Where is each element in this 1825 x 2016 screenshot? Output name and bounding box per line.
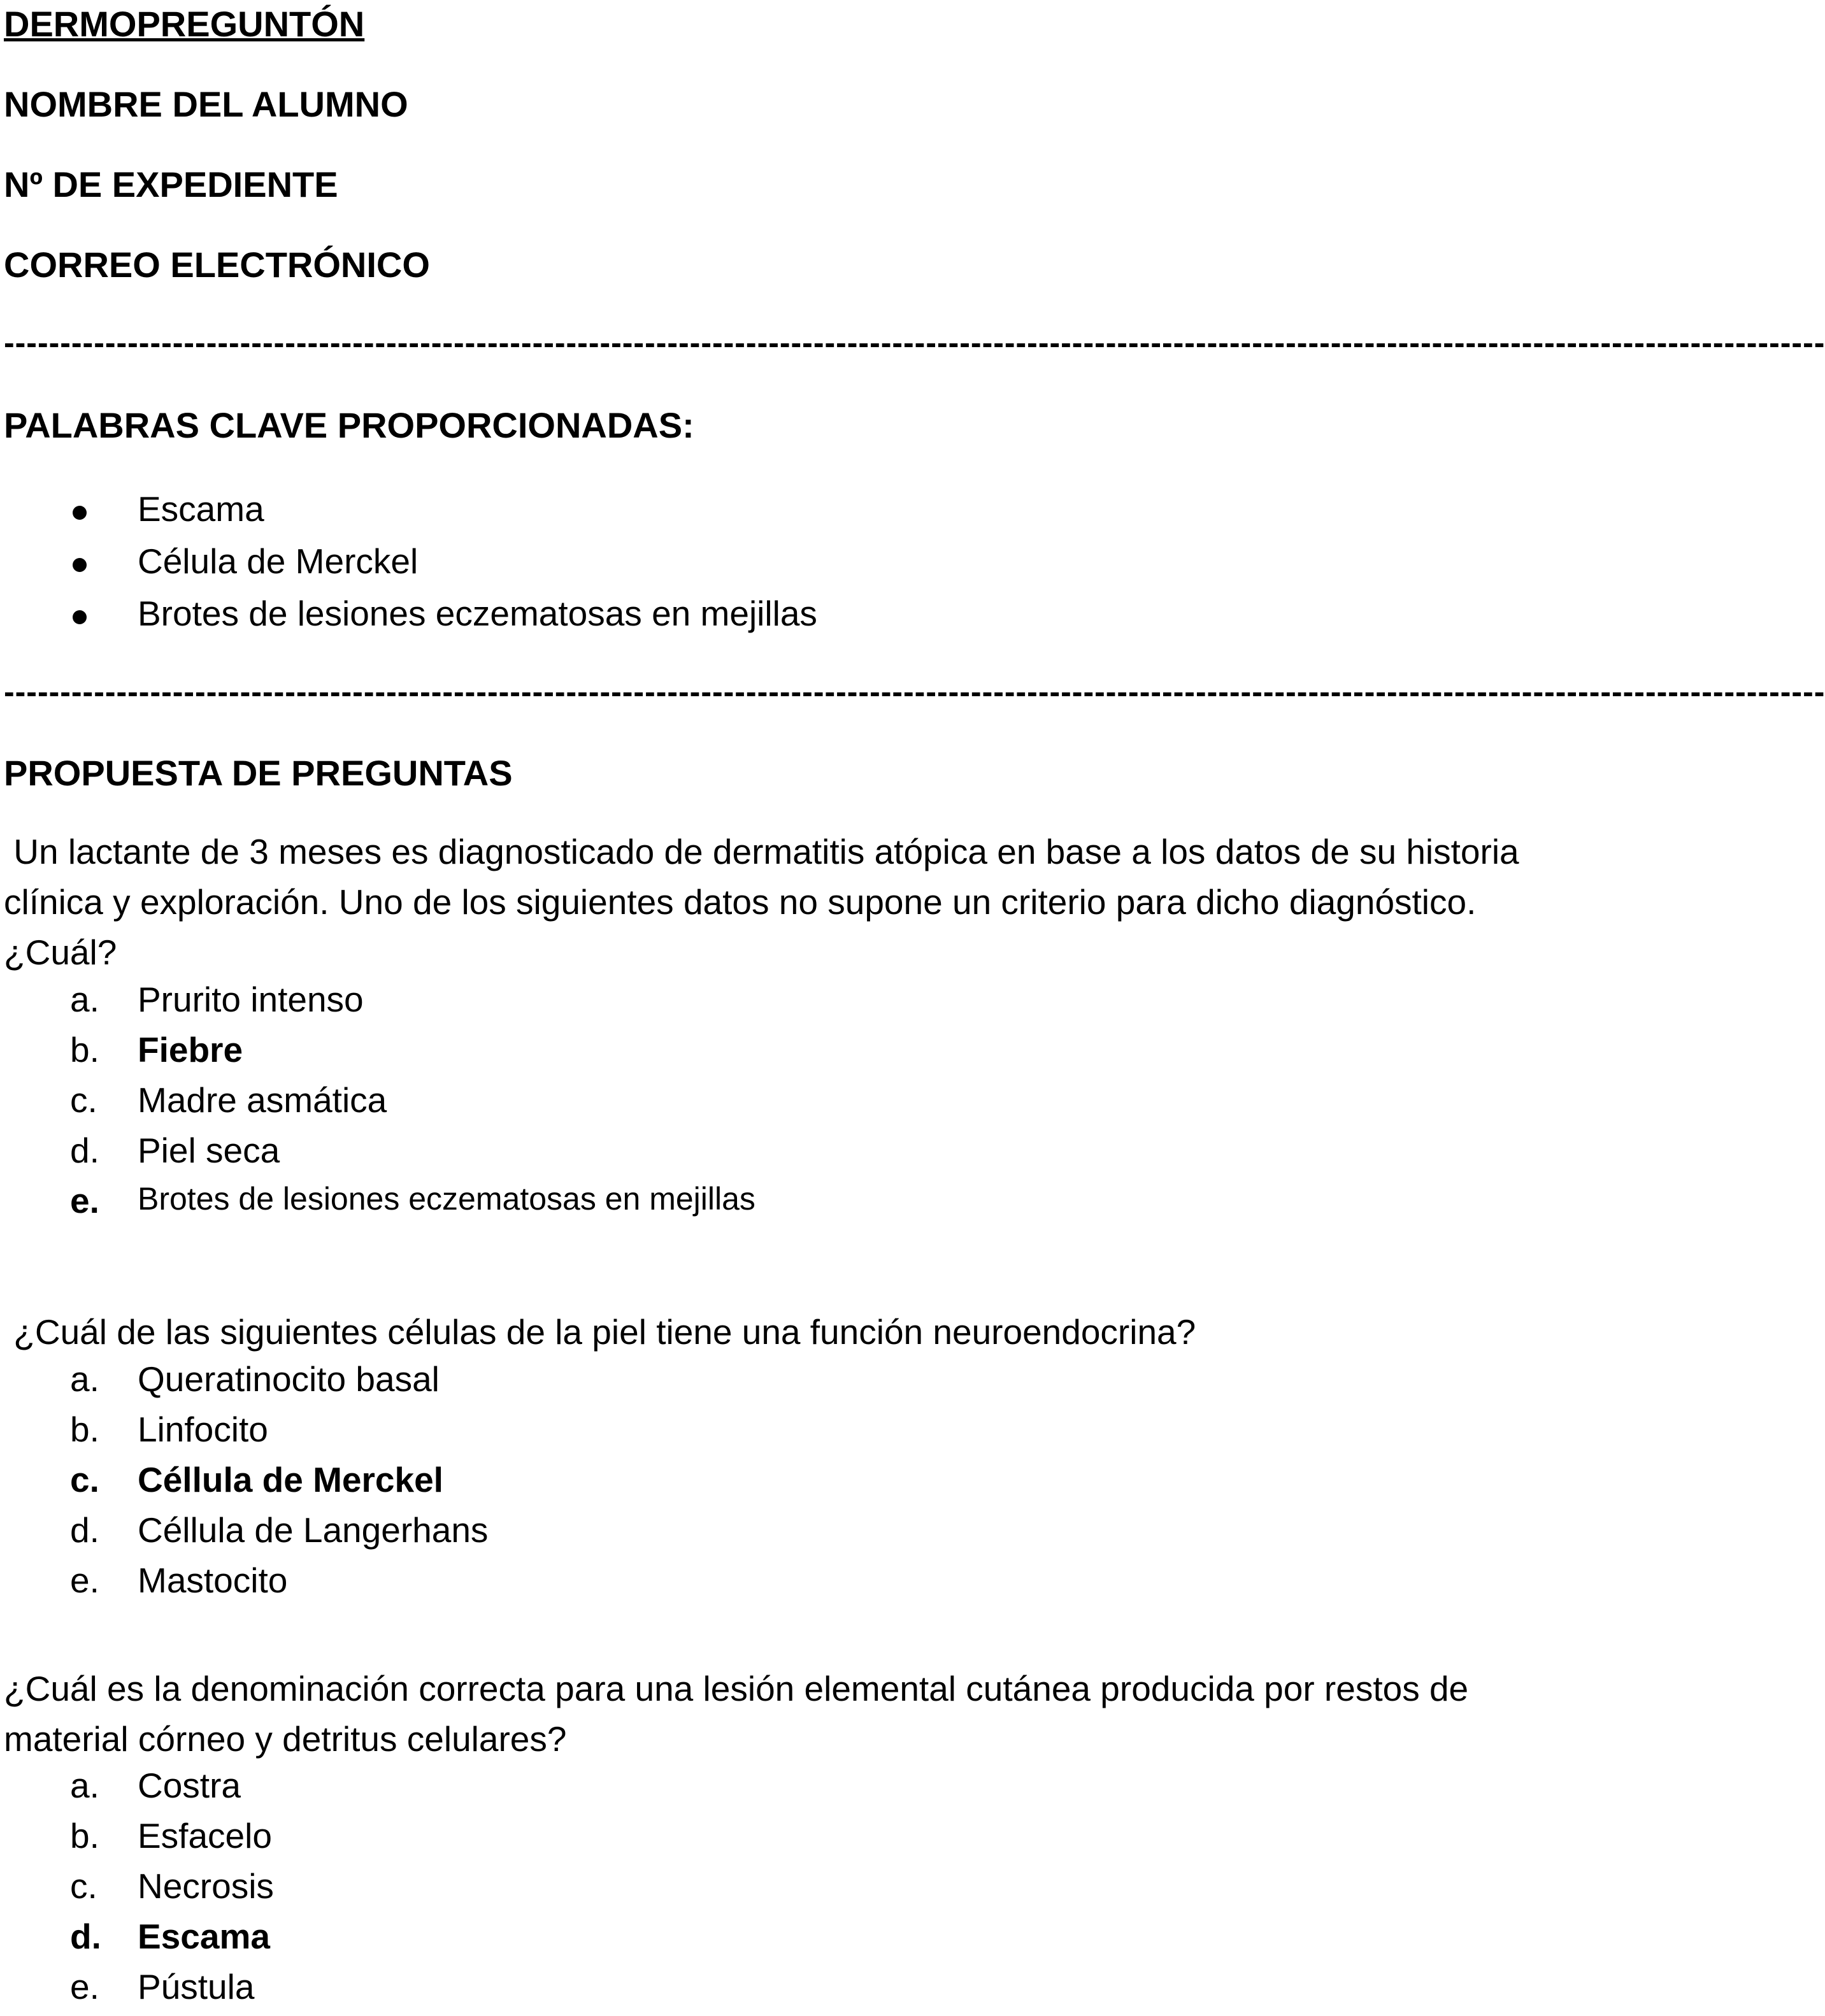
bullet-icon <box>73 506 87 520</box>
bullet-icon <box>73 558 87 572</box>
student-name-label: NOMBRE DEL ALUMNO <box>4 84 408 124</box>
option-text: Prurito intenso <box>138 980 364 1019</box>
option-letter: d. <box>70 1510 99 1550</box>
option-letter: b. <box>70 1410 99 1449</box>
option-letter: a. <box>70 980 99 1019</box>
document-title: DERMOPREGUNTÓN <box>4 4 365 44</box>
option-letter: c. <box>70 1866 97 1906</box>
option-letter: c. <box>70 1080 97 1120</box>
option-text: Linfocito <box>138 1410 268 1449</box>
option-letter: e. <box>70 1967 99 2006</box>
option-text: Escama <box>138 1917 270 1956</box>
option-letter: a. <box>70 1766 99 1805</box>
question-3-stem: ¿Cuál es la denominación correcta para una lesión elemental cutánea producida por restos de material córneo y detritus celulares? <box>4 1669 1469 1759</box>
option-text: Céllula de Langerhans <box>138 1510 489 1550</box>
question-1-stem: Un lactante de 3 meses es diagnosticado de dermatitis atópica en base a los datos de su historia clínica y exploración. Uno de los siguientes datos no supone un criterio para dicho diagnóstico. ¿Cuál? <box>4 832 1529 972</box>
email-label: CORREO ELECTRÓNICO <box>4 245 430 285</box>
option-letter: a. <box>70 1359 99 1399</box>
keywords-heading: PALABRAS CLAVE PROPORCIONADAS: <box>4 405 694 445</box>
option-text: Brotes de lesiones eczematosas en mejillas <box>138 1181 755 1217</box>
option-text: Pústula <box>138 1967 255 2006</box>
option-letter: e. <box>70 1181 99 1220</box>
option-letter: e. <box>70 1561 99 1600</box>
keyword-text: Escama <box>138 489 264 529</box>
option-text: Queratinocito basal <box>138 1359 440 1399</box>
separator-line: ------------------------------------------------------------------------------------------------------------------------------------------------------------------ <box>4 325 1825 361</box>
keyword-text: Célula de Merckel <box>138 541 419 581</box>
option-text: Fiebre <box>138 1030 243 1069</box>
option-letter: b. <box>70 1816 99 1855</box>
option-text: Piel seca <box>138 1131 280 1170</box>
bullet-icon <box>73 610 87 624</box>
option-text: Costra <box>138 1766 241 1805</box>
option-text: Necrosis <box>138 1866 274 1906</box>
separator-line: ------------------------------------------------------------------------------------------------------------------------------------------------------------------ <box>4 674 1825 710</box>
option-text: Madre asmática <box>138 1080 387 1120</box>
keyword-text: Brotes de lesiones eczematosas en mejillas <box>138 594 817 633</box>
option-text: Mastocito <box>138 1561 288 1600</box>
option-text: Esfacelo <box>138 1816 272 1855</box>
option-letter: c. <box>70 1460 99 1499</box>
option-letter: d. <box>70 1131 99 1170</box>
option-letter: b. <box>70 1030 99 1069</box>
option-letter: d. <box>70 1917 101 1956</box>
file-number-label: Nº DE EXPEDIENTE <box>4 164 338 204</box>
option-text: Céllula de Merckel <box>138 1460 443 1499</box>
question-2-stem: ¿Cuál de las siguientes células de la piel tiene una función neuroendocrina? <box>4 1312 1196 1352</box>
questions-heading: PROPUESTA DE PREGUNTAS <box>4 753 513 793</box>
